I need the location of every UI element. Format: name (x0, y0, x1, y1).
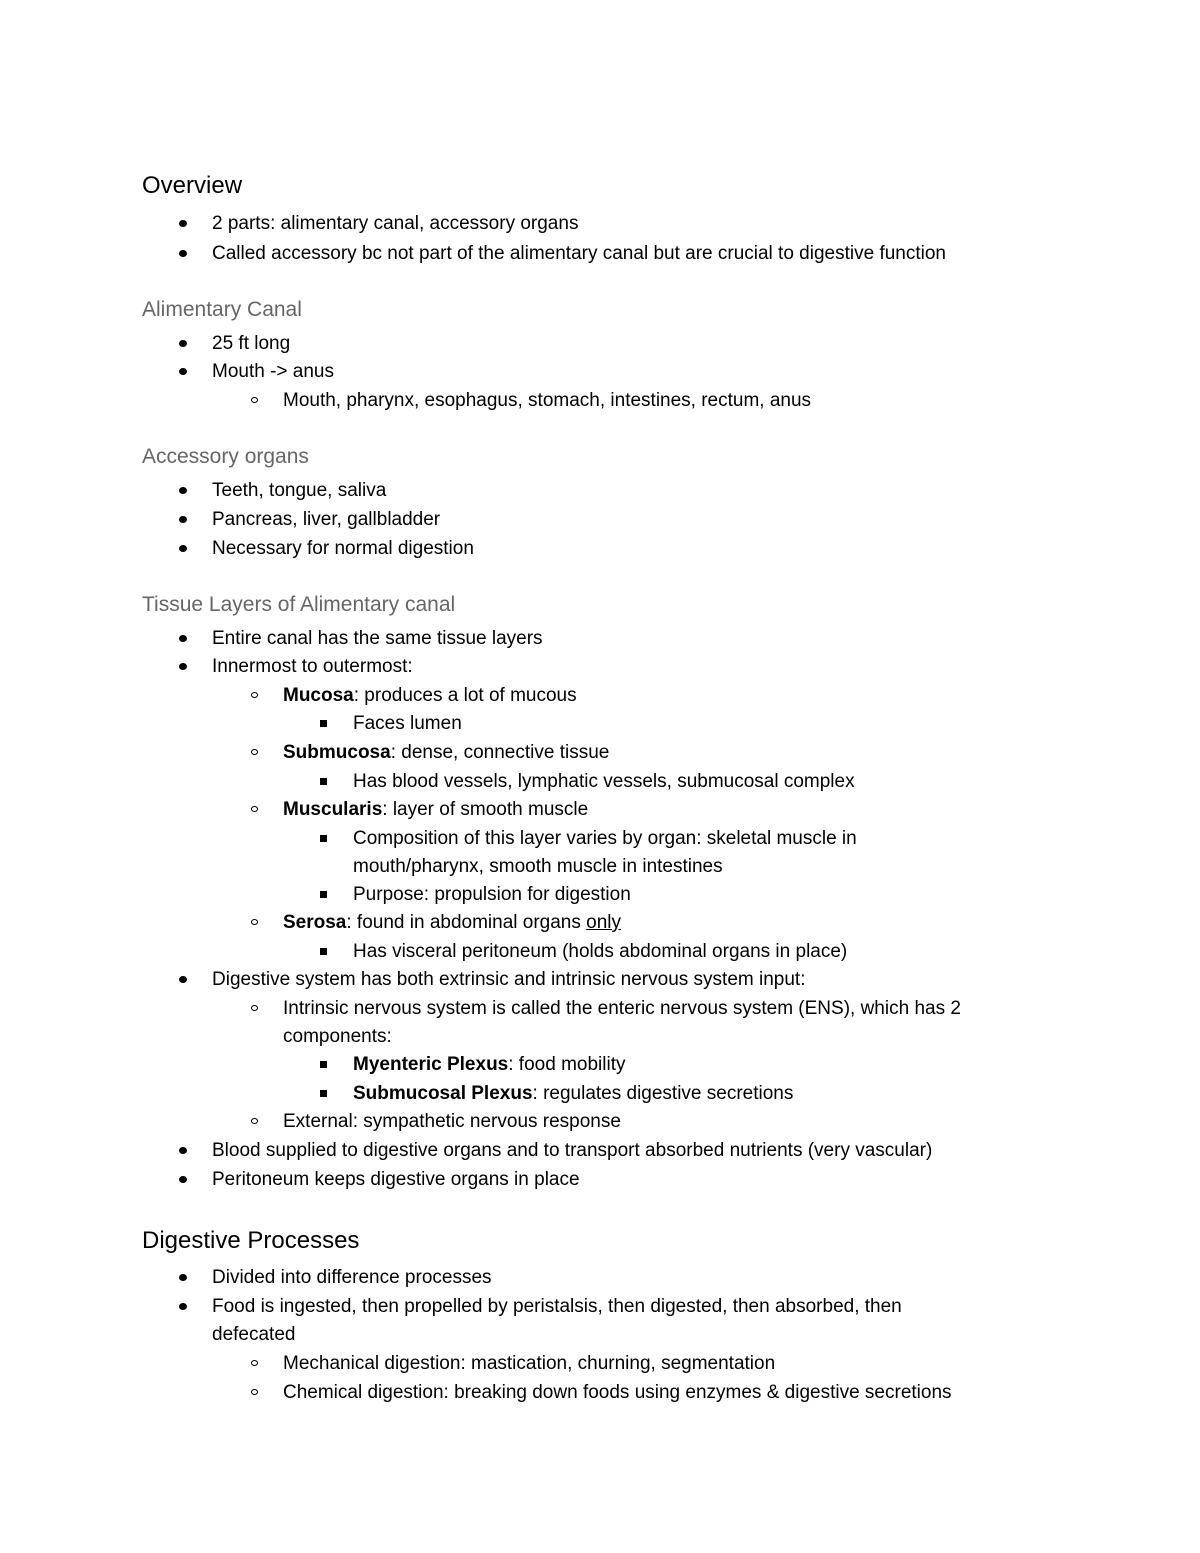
list-item-text: Necessary for normal digestion (212, 538, 474, 559)
circle-bullet-icon (251, 1118, 258, 1124)
list-item-text: Divided into difference processes (212, 1267, 492, 1288)
circle-bullet-icon (251, 692, 258, 698)
bullet-icon (179, 516, 187, 523)
list-item (212, 1293, 902, 1321)
list-item-text: Innermost to outermost: (212, 656, 413, 677)
list-item-text: : food mobility (508, 1054, 626, 1075)
list-item-text: Purpose: propulsion for digestion (353, 884, 631, 905)
circle-bullet-icon (251, 1360, 258, 1366)
square-bullet-icon (320, 891, 327, 898)
list-item-serosa (283, 909, 621, 937)
bullet-icon (179, 545, 187, 552)
list-item-text: Pancreas, liver, gallbladder (212, 509, 441, 530)
list-item (212, 966, 805, 994)
bullet-icon (179, 663, 187, 670)
circle-bullet-icon (251, 1389, 258, 1395)
heading-tissue-layers: Tissue Layers of Alimentary canal (142, 593, 456, 616)
bullet-icon (179, 1147, 187, 1154)
list-item (212, 1264, 492, 1292)
list-item-text: : dense, connective tissue (390, 742, 610, 763)
list-item (212, 535, 474, 563)
list-item (353, 768, 855, 796)
list-item-text: Blood supplied to digestive organs and to transport absorbed nutrients (very vascular) (212, 1140, 933, 1161)
circle-bullet-icon (251, 806, 258, 812)
heading-digestive-processes: Digestive Processes (142, 1227, 360, 1254)
bullet-icon (179, 220, 187, 227)
list-item (212, 330, 290, 358)
term-submucosal-plexus: Submucosal Plexus (353, 1083, 533, 1104)
heading-accessory-organs: Accessory organs (142, 445, 309, 468)
list-item-text: Has blood vessels, lymphatic vessels, submucosal complex (353, 771, 855, 792)
list-item-text: Peritoneum keeps digestive organs in place (212, 1169, 580, 1190)
square-bullet-icon (320, 1061, 327, 1068)
list-item-text: : layer of smooth muscle (382, 799, 589, 820)
list-item-submucosa (283, 739, 609, 767)
list-item-text: Mouth -> anus (212, 361, 334, 382)
underlined-only: only (586, 912, 622, 933)
circle-bullet-icon (251, 749, 258, 755)
square-bullet-icon (320, 835, 327, 842)
list-item (353, 881, 631, 909)
list-item (353, 710, 462, 738)
list-item-text: 2 parts: alimentary canal, accessory organs (212, 213, 579, 234)
term-mucosa: Mucosa (283, 685, 354, 706)
list-item-continuation: defecated (212, 1324, 296, 1345)
list-item-mucosa (283, 682, 577, 710)
list-item-text: Digestive system has both extrinsic and intrinsic nervous system input: (212, 969, 806, 990)
bullet-icon (179, 976, 187, 983)
list-item (212, 1166, 580, 1194)
list-item-text: 25 ft long (212, 333, 291, 354)
square-bullet-icon (320, 778, 327, 785)
list-item (353, 825, 857, 853)
list-item (212, 477, 386, 505)
list-item (283, 1350, 775, 1378)
list-item-continuation: components: (283, 1026, 392, 1047)
list-item-text: Called accessory bc not part of the alimentary canal but are crucial to digestive function (212, 243, 946, 264)
list-item-text: Teeth, tongue, saliva (212, 480, 387, 501)
term-submucosa: Submucosa (283, 742, 391, 763)
list-item-text: : found in abdominal organs (346, 912, 587, 933)
term-myenteric-plexus: Myenteric Plexus (353, 1054, 509, 1075)
bullet-icon (179, 635, 187, 642)
bullet-icon (179, 250, 187, 257)
circle-bullet-icon (251, 397, 258, 403)
list-item (212, 210, 578, 238)
list-item (283, 387, 811, 415)
list-item (212, 506, 440, 534)
list-item-text: Mechanical digestion: mastication, churning, segmentation (283, 1353, 776, 1374)
list-item-continuation: mouth/pharynx, smooth muscle in intestines (353, 856, 723, 877)
term-muscularis: Muscularis (283, 799, 383, 820)
list-item-text: Entire canal has the same tissue layers (212, 628, 543, 649)
circle-bullet-icon (251, 919, 258, 925)
bullet-icon (179, 340, 187, 347)
list-item-text: External: sympathetic nervous response (283, 1111, 621, 1132)
list-item (283, 1379, 952, 1407)
list-item-text: Intrinsic nervous system is called the enteric nervous system (ENS), which has 2 (283, 998, 961, 1019)
list-item-submucosal (353, 1080, 793, 1108)
list-item-text: Mouth, pharynx, esophagus, stomach, intestines, rectum, anus (283, 390, 812, 411)
square-bullet-icon (320, 1090, 327, 1097)
list-item (353, 938, 847, 966)
heading-overview: Overview (142, 172, 243, 199)
square-bullet-icon (320, 948, 327, 955)
list-item (212, 358, 334, 386)
bullet-icon (179, 487, 187, 494)
list-item (212, 653, 413, 681)
list-item-text: Has visceral peritoneum (holds abdominal organs in place) (353, 941, 848, 962)
list-item-text: : produces a lot of mucous (353, 685, 577, 706)
list-item-myenteric (353, 1051, 625, 1079)
list-item-text: Food is ingested, then propelled by peristalsis, then digested, then absorbed, then (212, 1296, 902, 1317)
bullet-icon (179, 1274, 187, 1281)
term-serosa: Serosa (283, 912, 347, 933)
list-item (212, 1137, 932, 1165)
list-item (283, 995, 961, 1023)
bullet-icon (179, 368, 187, 375)
list-item-text: Chemical digestion: breaking down foods using enzymes & digestive secretions (283, 1382, 952, 1403)
list-item (212, 240, 946, 268)
list-item-text: Faces lumen (353, 713, 462, 734)
list-item-text: Composition of this layer varies by organ: skeletal muscle in (353, 828, 857, 849)
heading-alimentary-canal: Alimentary Canal (142, 298, 302, 321)
bullet-icon (179, 1176, 187, 1183)
circle-bullet-icon (251, 1005, 258, 1011)
bullet-icon (179, 1303, 187, 1310)
list-item-text: : regulates digestive secretions (532, 1083, 794, 1104)
list-item-muscularis (283, 796, 588, 824)
list-item (212, 625, 543, 653)
square-bullet-icon (320, 720, 327, 727)
list-item (283, 1108, 621, 1136)
